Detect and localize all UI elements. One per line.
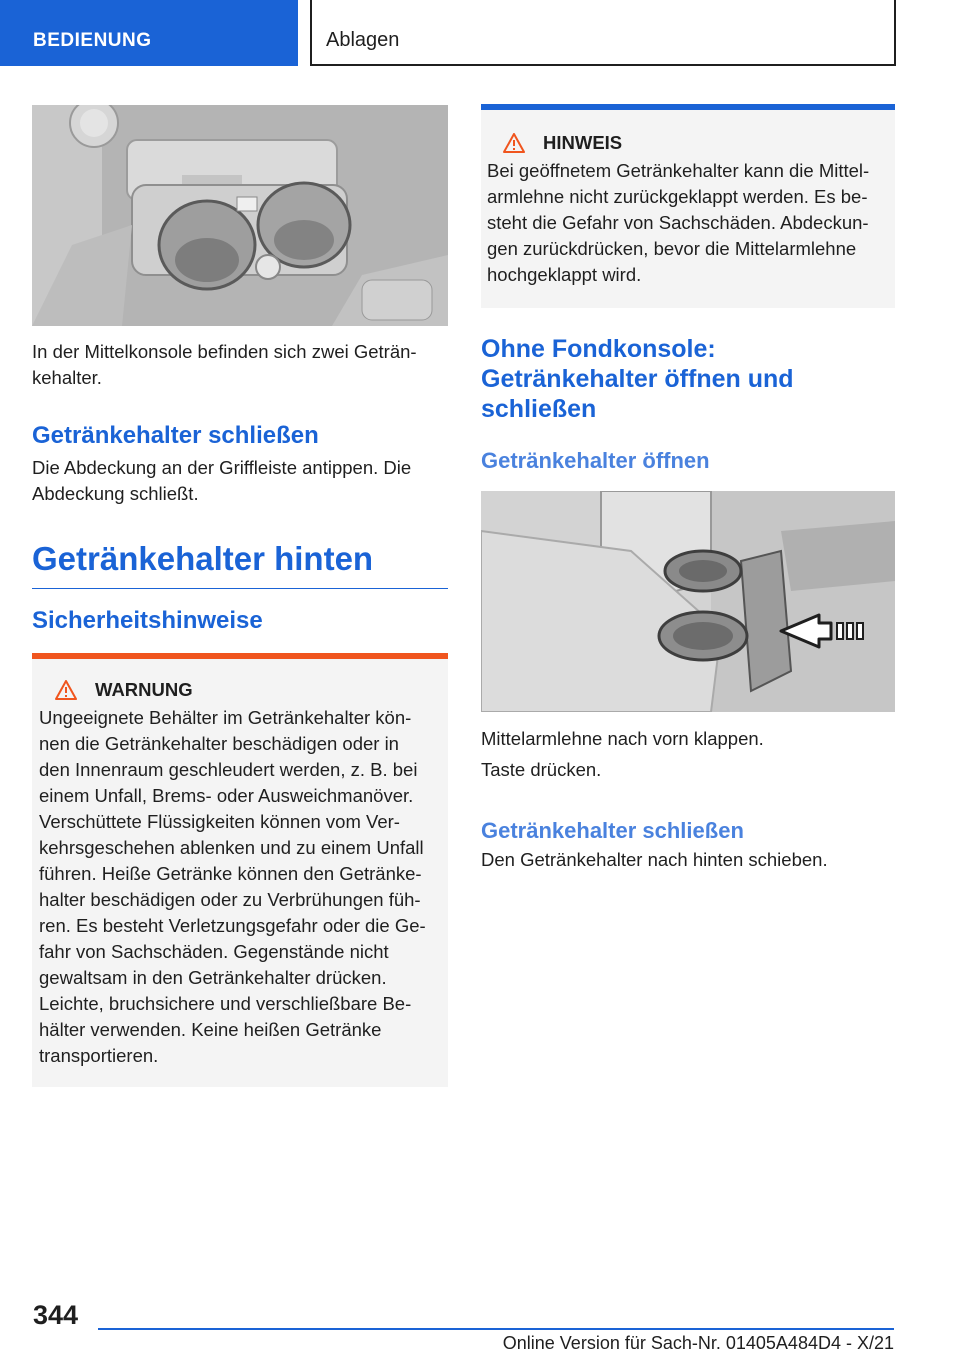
safety-heading: Sicherheitshinweise (32, 607, 263, 634)
main-heading: Ohne Fondkonsole: Getränkehalter öffnen und schließen (481, 335, 794, 423)
right-column (481, 104, 895, 873)
warning-text: Ungeeignete Behälter im Getränkehalter kön- nen die Getränkehalter beschädigen oder in den Innenraum geschleudert werden, z. B. bei einem Unfall, Brems- oder Ausweichmanöver. Verschüttete Flüssigkeiten können vom Ver- kehrsgeschehen ablenken und zu einem Unfall führen. Heiße Getränke können den Getränke- halter beschädigen oder zu Verbrühungen füh- ren. Es besteht Verletzungsgefahr oder die Ge- fahr von Sachschäden. Gegenstände nicht gewaltsam in den Getränkehalter drücken. Leichte, bruchsichere und verschließbare Be- hälter verwenden. Keine heißen Getränke transportieren. (39, 707, 426, 1066)
warning-triangle-icon (55, 680, 77, 700)
hint-text: Bei geöffnetem Getränkehalter kann die Mittel- armlehne nicht zurückgeklappt werden. Es be- steht die Gefahr von Sachschäden. Abdeckun- gen zurückdrücken, bevor die Mittelarmlehne hochgeklappt wird. (487, 160, 870, 285)
rear-armrest-cupholder-image (481, 491, 895, 712)
hint-triangle-icon (503, 133, 525, 153)
section-tab: BEDIENUNG (0, 0, 298, 66)
close-heading: Getränkehalter schließen (32, 422, 319, 449)
open-heading: Getränkehalter öffnen (481, 448, 710, 473)
close-paragraph: Die Abdeckung an der Griffleiste antippen. Die Abdeckung schließt. (32, 457, 412, 504)
chapter-title: Ablagen (310, 0, 896, 66)
page-number: 344 (33, 1300, 79, 1330)
hint-box (481, 104, 895, 308)
footer-version-text: Online Version für Sach-Nr. 01405A484D4 - X/21 (502, 1333, 894, 1353)
center-console-cupholder-image (32, 105, 448, 326)
close-heading-right: Getränkehalter schließen (481, 818, 744, 843)
rear-cupholder-heading: Getränkehalter hinten (32, 540, 374, 577)
left-column (32, 105, 448, 1087)
warning-box (32, 653, 448, 1087)
close-paragraph-right: Den Getränkehalter nach hinten schieben. (481, 849, 828, 870)
warning-title: WARNUNG (95, 679, 193, 700)
intro-paragraph: In der Mittelkonsole befinden sich zwei Geträn- kehalter. (32, 341, 417, 388)
footer-rule (98, 1328, 894, 1330)
hint-title: HINWEIS (543, 132, 623, 153)
step-press-button: Taste drücken. (481, 759, 602, 780)
step-fold-armrest: Mittelarmlehne nach vorn klappen. (481, 728, 764, 749)
